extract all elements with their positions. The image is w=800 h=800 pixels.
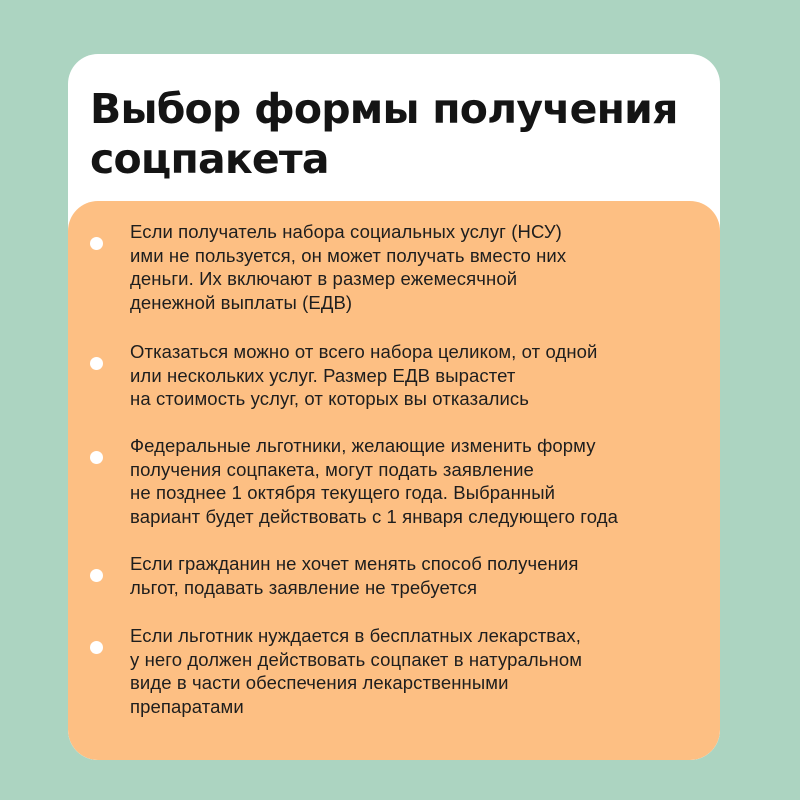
list-item	[130, 340, 710, 411]
list-item	[130, 434, 710, 528]
list-item-text: Если льготник нуждается в бесплатных лекарствах, у него должен действовать соцпакет в натуральном виде в части обеспечения лекарственными препаратами	[130, 625, 583, 717]
list-item-text: Отказаться можно от всего набора целиком, от одной или нескольких услуг. Размер ЕДВ вырастет на стоимость услуг, от которых вы отказались	[130, 341, 598, 409]
bullet-icon	[90, 451, 103, 464]
list-item-text: Федеральные льготники, желающие изменить форму получения соцпакета, могут подать заявление не позднее 1 октября текущего года. Выбранный вариант будет действовать с 1 января следующего года	[130, 435, 618, 527]
bullet-icon	[90, 569, 103, 582]
list-item-text: Если получатель набора социальных услуг (НСУ) ими не пользуется, он может получать вместо них деньги. Их включают в размер ежемесячной денежной выплаты (ЕДВ)	[130, 221, 567, 313]
list-item	[130, 624, 710, 718]
card-title: Выбор формы получения соцпакета	[90, 85, 678, 183]
list-item-text: Если гражданин не хочет менять способ получения льгот, подавать заявление не требуется	[130, 553, 579, 598]
info-card	[68, 54, 720, 760]
bullet-icon	[90, 237, 103, 250]
list-item	[130, 552, 710, 599]
bullet-icon	[90, 357, 103, 370]
info-panel	[68, 201, 720, 760]
list-item	[130, 220, 710, 314]
bullet-icon	[90, 641, 103, 654]
